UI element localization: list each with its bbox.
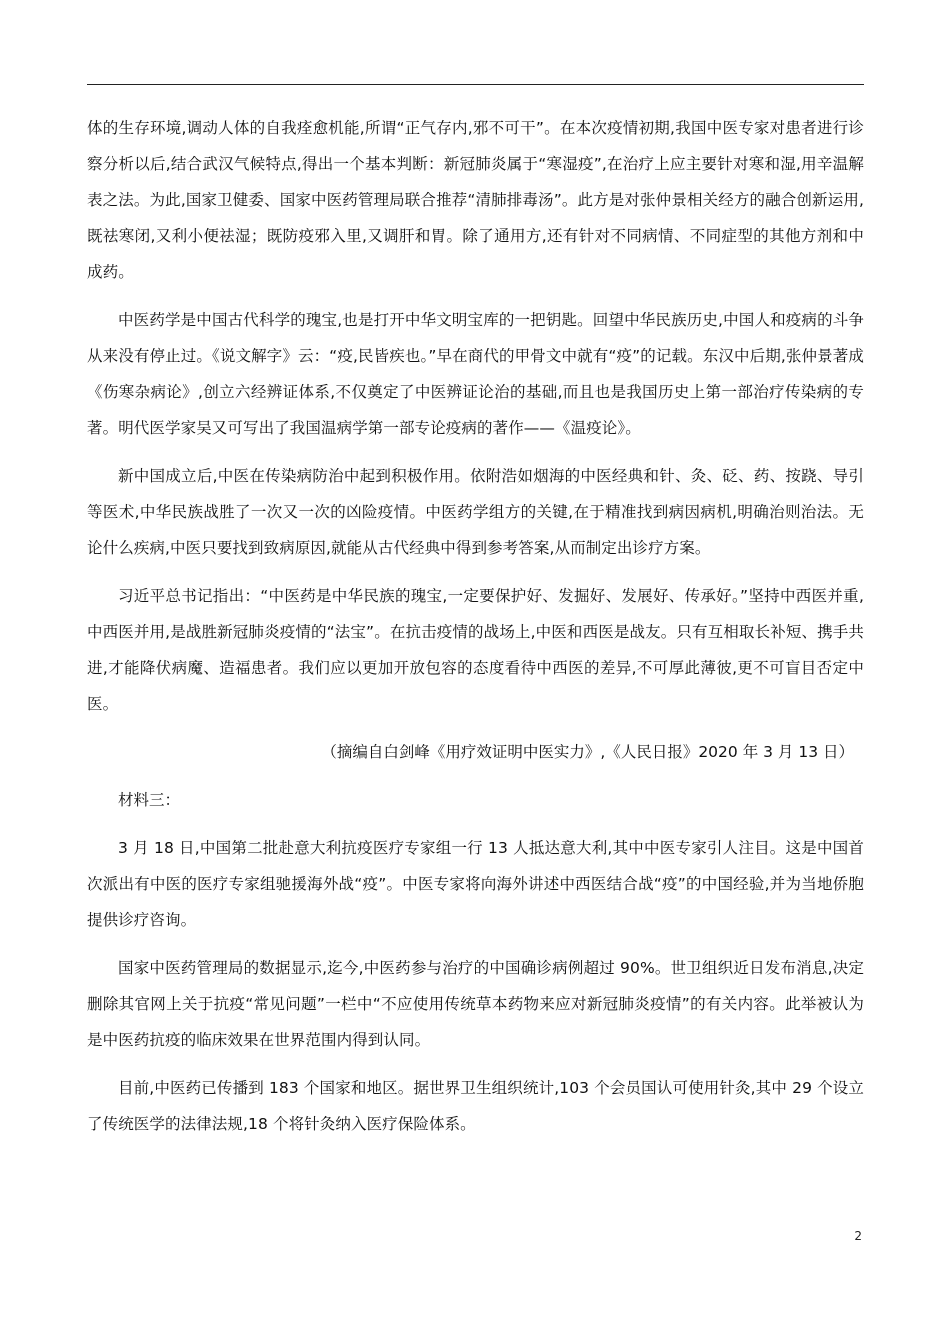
paragraph-3: 新中国成立后,中医在传染病防治中起到积极作用。依附浩如烟海的中医经典和针、灸、砭、药、按跷、导引等医术,中华民族战胜了一次又一次的凶险疫情。中医药学组方的关键,在于精准找到病因病机,明确治则治法。无论什么疾病,中医只要找到致病原因,就能从古代经典中得到参考答案,从而制定出诊疗方案。 — [87, 467, 864, 557]
source-citation: （摘编自白剑峰《用疗效证明中医实力》,《人民日报》2020 年 3 月 13 日） — [321, 743, 854, 761]
page-content — [87, 110, 864, 1154]
paragraph-4: 习近平总书记指出：“中医药是中华民族的瑰宝,一定要保护好、发掘好、发展好、传承好。”坚持中西医并重,中西医并用,是战胜新冠肺炎疫情的“法宝”。在抗击疫情的战场上,中医和西医是战友。只有互相取长补短、携手共进,才能降伏病魔、造福患者。我们应以更加开放包容的态度看待中西医的差异,不可厚此薄彼,更不可盲目否定中医。 — [87, 587, 864, 713]
header-rule — [87, 84, 864, 85]
page-number: 2 — [854, 1229, 862, 1243]
paragraph-7: 目前,中医药已传播到 183 个国家和地区。据世界卫生组织统计,103 个会员国认可使用针灸,其中 29 个设立了传统医学的法律法规,18 个将针灸纳入医疗保险体系。 — [87, 1079, 864, 1133]
paragraph-6: 国家中医药管理局的数据显示,迄今,中医药参与治疗的中国确诊病例超过 90%。世卫组织近日发布消息,决定删除其官网上关于抗疫“常见问题”一栏中“不应使用传统草本药物来应对新冠肺炎疫情”的有关内容。此举被认为是中医药抗疫的临床效果在世界范围内得到认同。 — [87, 959, 864, 1049]
paragraph-1: 体的生存环境,调动人体的自我痊愈机能,所谓“正气存内,邪不可干”。在本次疫情初期,我国中医专家对患者进行诊察分析以后,结合武汉气候特点,得出一个基本判断：新冠肺炎属于“寒湿疫”,在治疗上应主要针对寒和湿,用辛温解表之法。为此,国家卫健委、国家中医药管理局联合推荐“清肺排毒汤”。此方是对张仲景相关经方的融合创新运用,既祛寒闭,又利小便祛湿；既防疫邪入里,又调肝和胃。除了通用方,还有针对不同病情、不同症型的其他方剂和中成药。 — [87, 119, 864, 281]
paragraph-5: 3 月 18 日,中国第二批赴意大利抗疫医疗专家组一行 13 人抵达意大利,其中中医专家引人注目。这是中国首次派出有中医的医疗专家组驰援海外战“疫”。中医专家将向海外讲述中西医结合战“疫”的中国经验,并为当地侨胞提供诊疗咨询。 — [87, 839, 864, 929]
paragraph-2: 中医药学是中国古代科学的瑰宝,也是打开中华文明宝库的一把钥匙。回望中华民族历史,中国人和疫病的斗争从来没有停止过。《说文解字》云：“疫,民皆疾也。”早在商代的甲骨文中就有“疫”的记载。东汉中后期,张仲景著成《伤寒杂病论》,创立六经辨证体系,不仅奠定了中医辨证论治的基础,而且也是我国历史上第一部治疗传染病的专著。明代医学家吴又可写出了我国温病学第一部专论疫病的著作——《温疫论》。 — [87, 311, 864, 437]
section-heading: 材料三： — [118, 791, 181, 809]
